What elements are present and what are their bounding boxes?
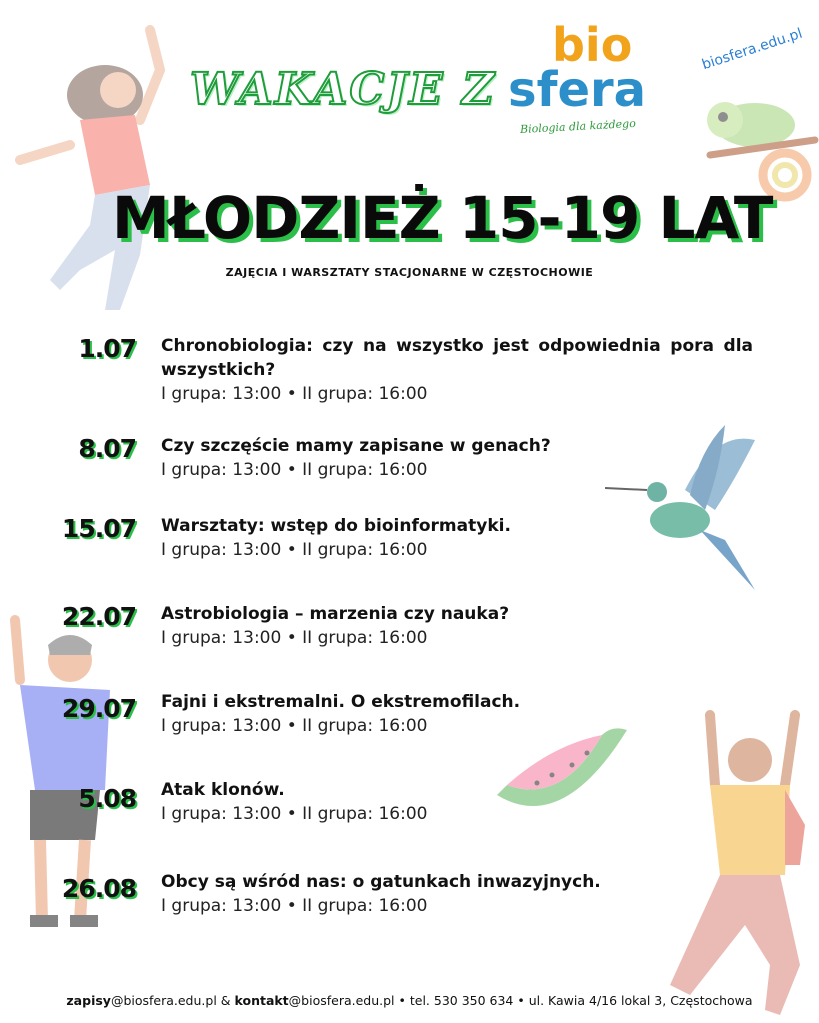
site-url[interactable]: biosfera.edu.pl bbox=[700, 25, 805, 74]
event-title: Warsztaty: wstęp do bioinformatyki. bbox=[161, 516, 511, 536]
footer-kontakt-domain[interactable]: @biosfera.edu.pl bbox=[288, 993, 395, 1008]
event-date: 15.07 bbox=[61, 514, 136, 543]
event-times: I grupa: 13:00 • II grupa: 16:00 bbox=[161, 384, 428, 404]
event-times: I grupa: 13:00 • II grupa: 16:00 bbox=[161, 804, 428, 824]
schedule-item bbox=[60, 432, 760, 512]
event-times: I grupa: 13:00 • II grupa: 16:00 bbox=[161, 460, 428, 480]
footer-zapisy-label[interactable]: zapisy bbox=[66, 993, 111, 1008]
page-title: MŁODZIEŻ 15-19 LAT bbox=[112, 184, 773, 252]
logo-sfera-text: sfera bbox=[508, 62, 647, 118]
event-title: Fajni i ekstremalni. O ekstremofilach. bbox=[161, 692, 521, 712]
jumping-girl-illustration bbox=[0, 10, 190, 330]
footer-zapisy-domain[interactable]: @biosfera.edu.pl bbox=[110, 993, 217, 1008]
event-date: 5.08 bbox=[78, 784, 136, 813]
schedule-item bbox=[60, 868, 760, 948]
footer-amp: & bbox=[216, 993, 235, 1008]
schedule-item bbox=[60, 688, 760, 768]
event-date: 8.07 bbox=[78, 434, 136, 463]
event-title: Obcy są wśród nas: o gatunkach inwazyjnych. bbox=[161, 872, 601, 892]
wakacje-heading: WAKACJE Z bbox=[190, 64, 497, 115]
event-title: Astrobiologia – marzenia czy nauka? bbox=[161, 604, 510, 624]
event-times: I grupa: 13:00 • II grupa: 16:00 bbox=[161, 540, 428, 560]
schedule-item bbox=[60, 512, 760, 592]
event-date: 29.07 bbox=[61, 694, 136, 723]
event-title: Atak klonów. bbox=[161, 780, 285, 800]
logo-bio-text: bio bbox=[552, 18, 633, 72]
schedule-item bbox=[60, 776, 760, 856]
footer-contact bbox=[0, 993, 819, 1008]
footer-rest: • tel. 530 350 634 • ul. Kawia 4/16 lokal 3, Częstochowa bbox=[394, 993, 753, 1008]
event-date: 22.07 bbox=[61, 602, 136, 631]
schedule-item bbox=[60, 332, 760, 412]
event-times: I grupa: 13:00 • II grupa: 16:00 bbox=[161, 896, 428, 916]
event-times: I grupa: 13:00 • II grupa: 16:00 bbox=[161, 628, 428, 648]
page-subtitle: ZAJĘCIA I WARSZTATY STACJONARNE W CZĘSTOCHOWIE bbox=[225, 266, 594, 279]
event-date: 26.08 bbox=[61, 874, 136, 903]
event-title: Czy szczęście mamy zapisane w genach? bbox=[161, 436, 551, 456]
logo-tagline: Biologia dla każdego bbox=[519, 116, 637, 137]
event-times: I grupa: 13:00 • II grupa: 16:00 bbox=[161, 716, 428, 736]
footer-kontakt-label[interactable]: kontakt bbox=[234, 993, 289, 1008]
event-title: Chronobiologia: czy na wszystko jest odpowiednia pora dla wszystkich? bbox=[161, 336, 753, 380]
event-date: 1.07 bbox=[78, 334, 136, 363]
schedule-item bbox=[60, 600, 760, 680]
